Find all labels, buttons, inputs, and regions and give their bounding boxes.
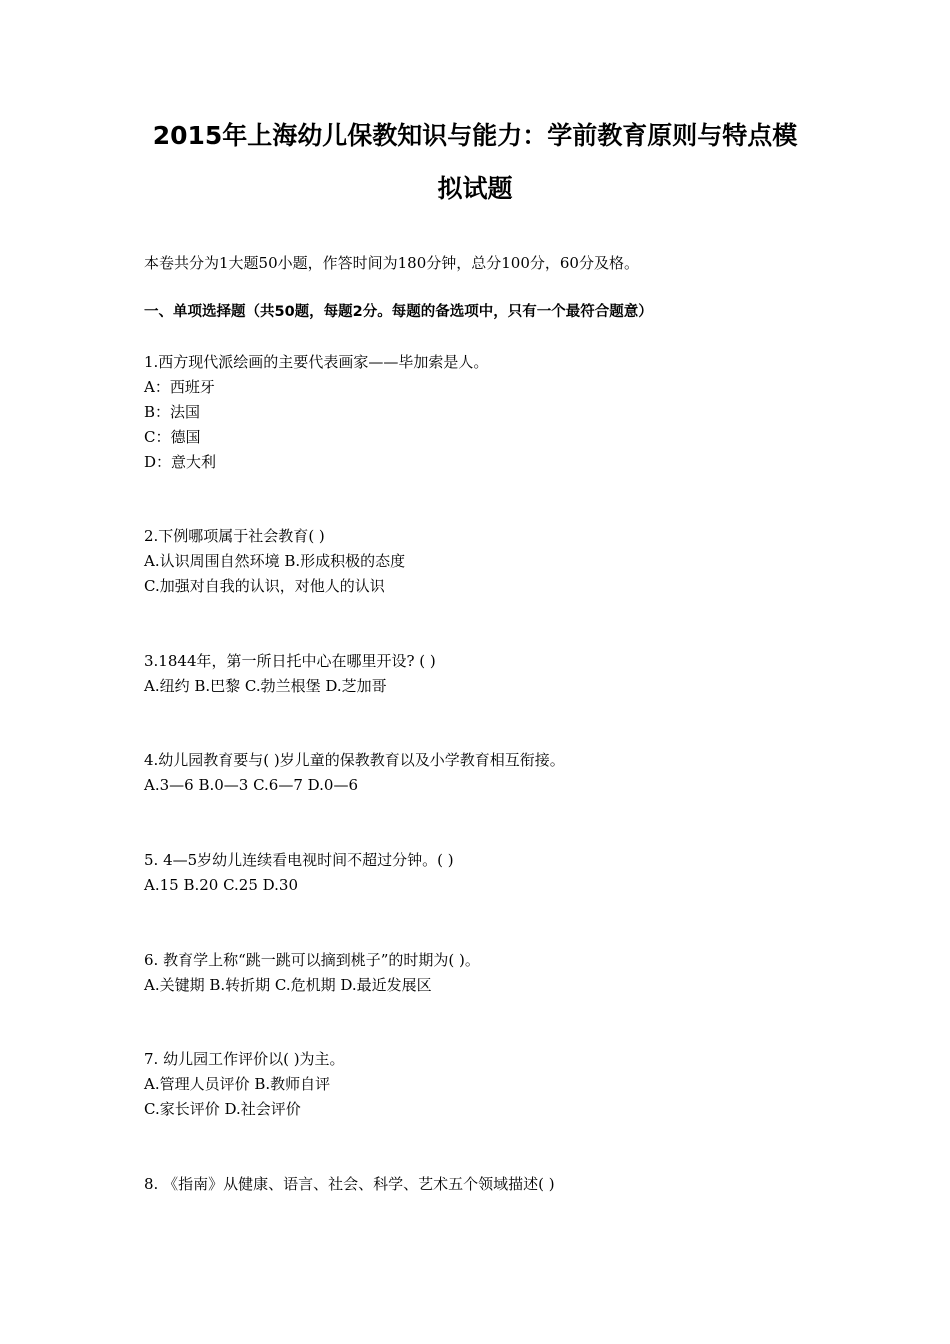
question-1-option-b: B：法国 [144,403,201,421]
question-1-option-d: D：意大利 [144,453,217,471]
question-7-options-line-1: A.管理人员评价 B.教师自评 [144,1075,331,1093]
question-7-options-line-2: C.家长评价 D.社会评价 [144,1100,301,1118]
section-heading: 一、单项选择题（共50题，每题2分。每题的备选项中，只有一个最符合题意） [144,304,653,320]
question-5-options: A.15 B.20 C.25 D.30 [144,876,299,894]
question-2-stem: 2.下例哪项属于社会教育( ) [144,527,325,545]
question-2-options-line-2: C.加强对自我的认识，对他人的认识 [144,577,385,595]
question-5-stem: 5. 4—5岁幼儿连续看电视时间不超过分钟。( ) [144,851,454,869]
question-7-stem: 7. 幼儿园工作评价以( )为主。 [144,1050,345,1068]
question-1-stem: 1.西方现代派绘画的主要代表画家——毕加索是人。 [144,353,489,371]
question-1-option-a: A：西班牙 [144,378,215,396]
question-8-stem: 8. 《指南》从健康、语言、社会、科学、艺术五个领域描述( ) [144,1175,555,1193]
document-title-line-1: 2015年上海幼儿保教知识与能力：学前教育原则与特点模 [152,121,798,150]
question-3-stem: 3.1844年，第一所日托中心在哪里开设? ( ) [144,652,436,670]
document-title-line-2: 拟试题 [437,174,513,203]
question-4-options: A.3—6 B.0—3 C.6—7 D.0—6 [144,776,359,794]
question-6-options: A.关键期 B.转折期 C.危机期 D.最近发展区 [144,976,432,994]
question-1-option-c: C：德国 [144,428,201,446]
question-2-options-line-1: A.认识周围自然环境 B.形成积极的态度 [144,552,406,570]
question-3-options: A.纽约 B.巴黎 C.勃兰根堡 D.芝加哥 [144,677,387,695]
question-4-stem: 4.幼儿园教育要与( )岁儿童的保教教育以及小学教育相互衔接。 [144,751,565,769]
exam-intro: 本卷共分为1大题50小题，作答时间为180分钟，总分100分，60分及格。 [144,254,639,272]
question-6-stem: 6. 教育学上称“跳一跳可以摘到桃子”的时期为( )。 [144,951,480,969]
